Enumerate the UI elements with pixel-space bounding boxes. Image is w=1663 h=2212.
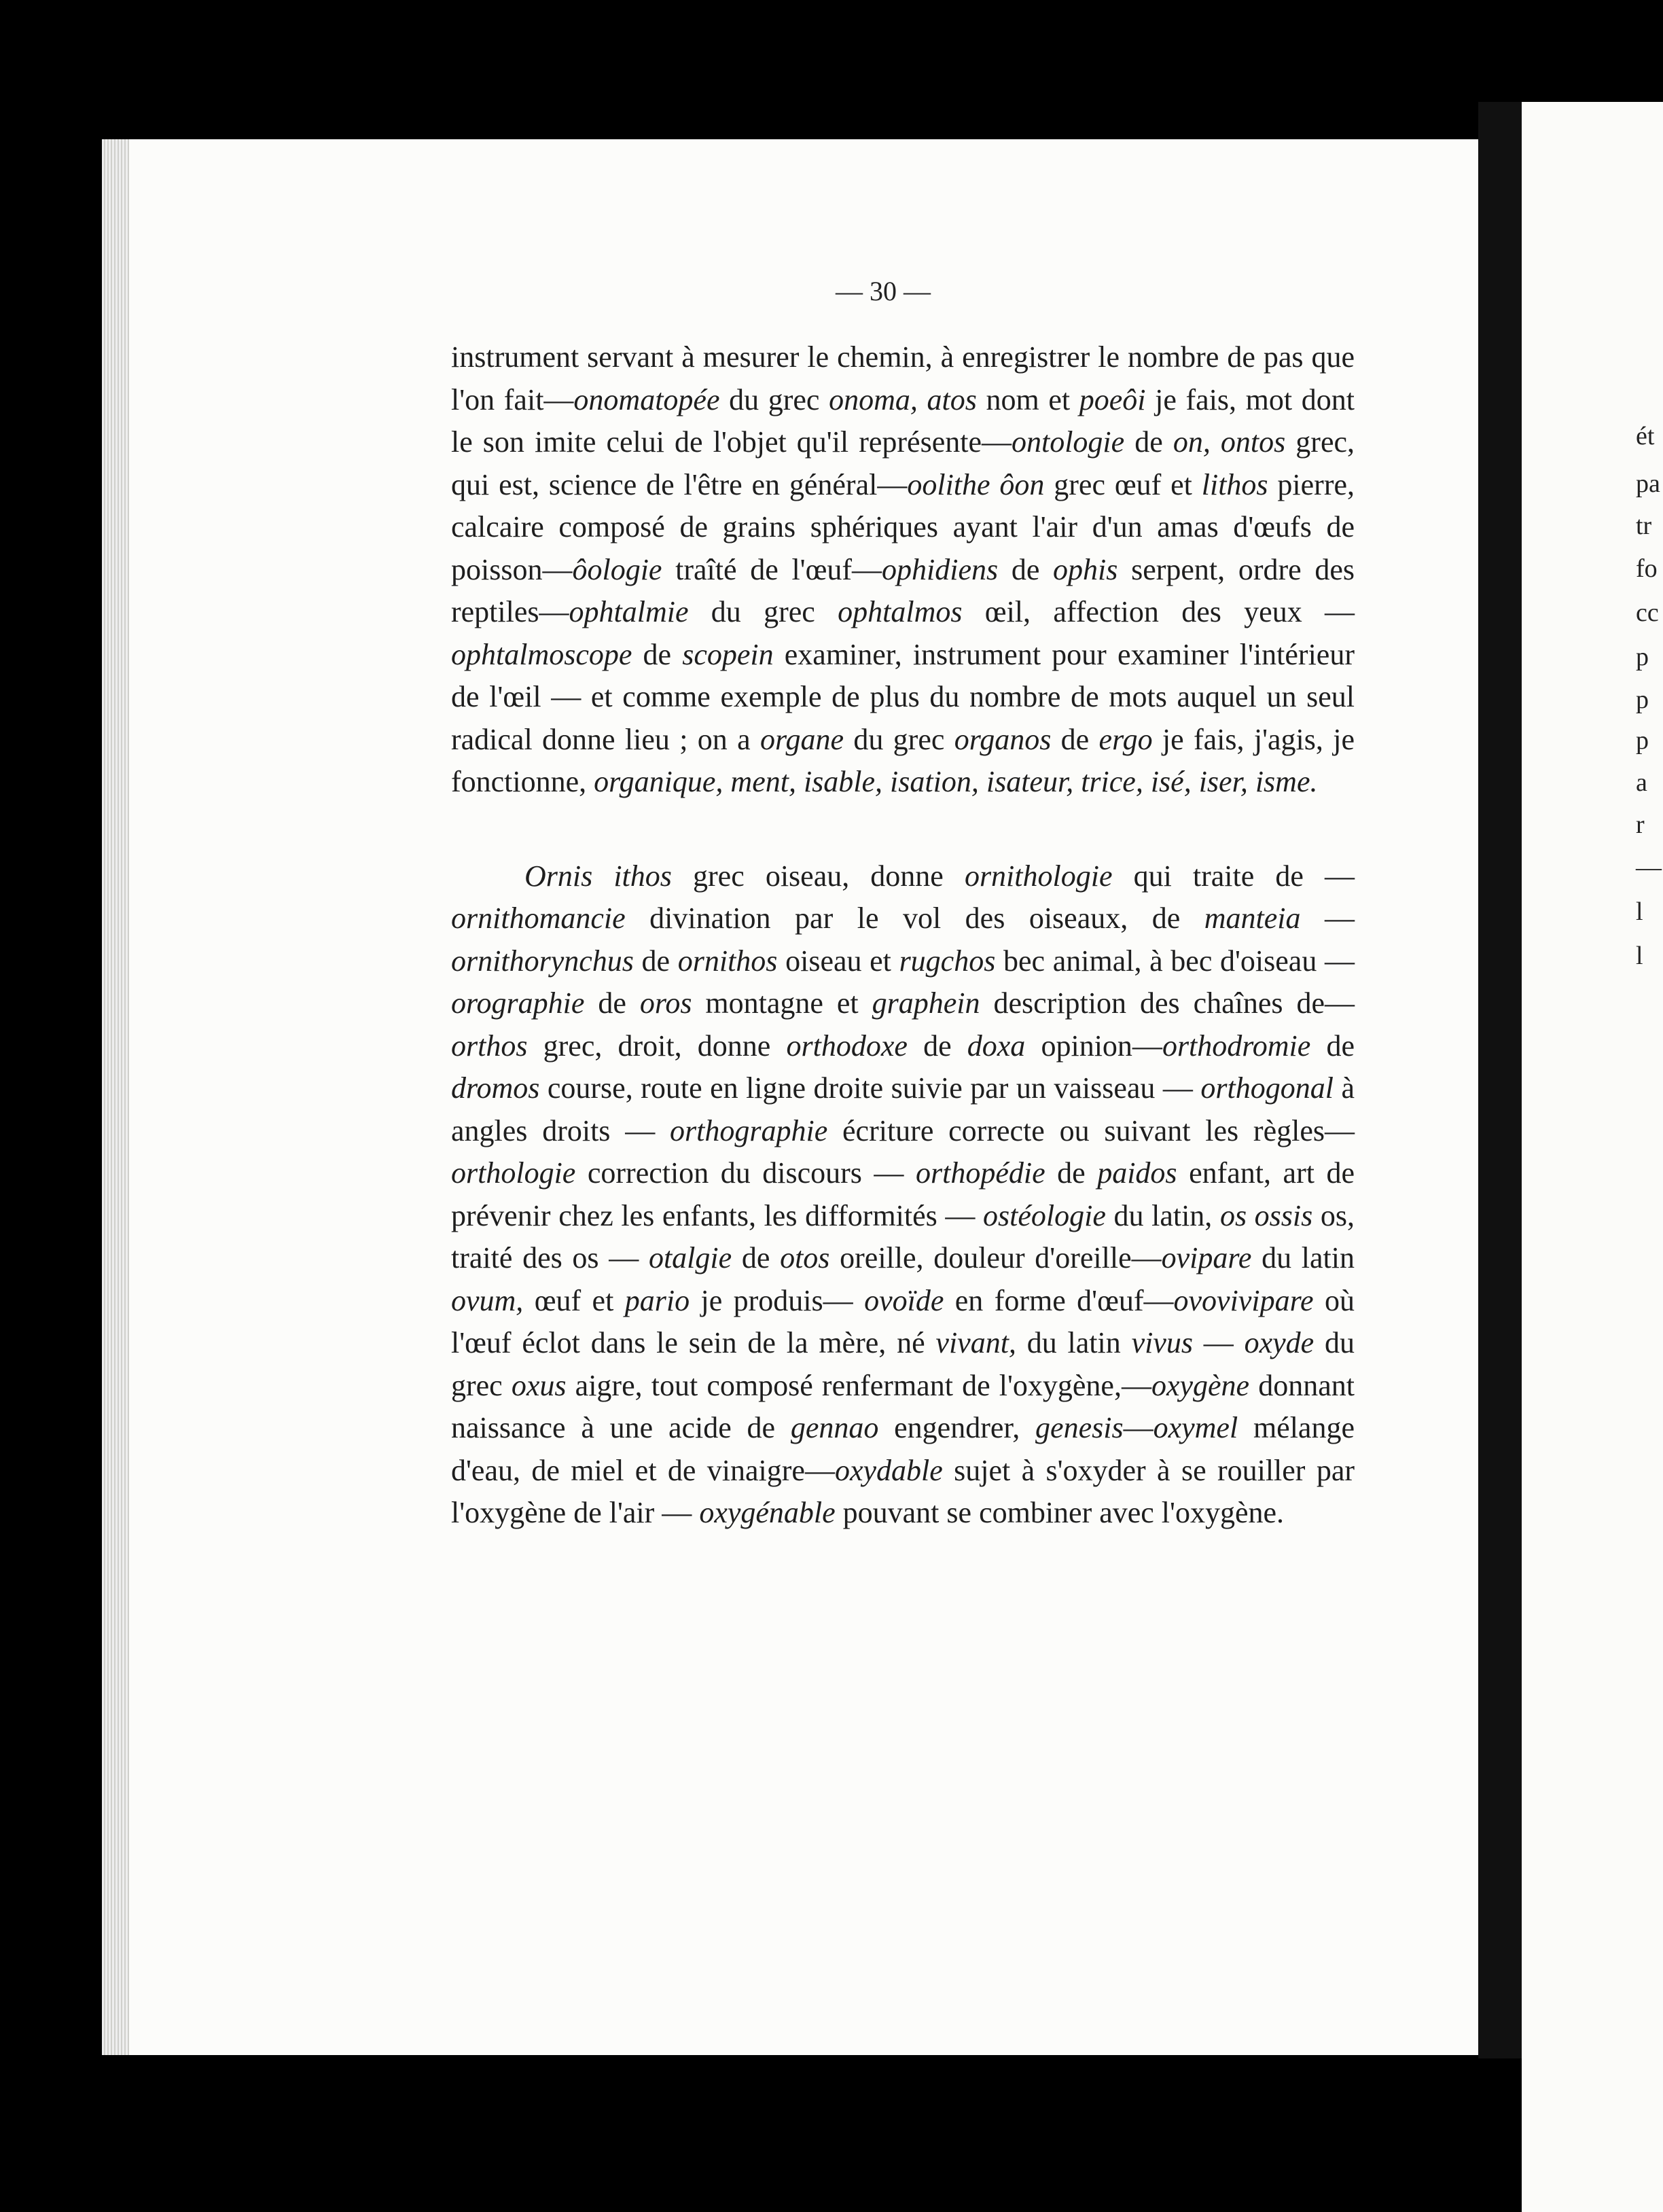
- italic-term: orthodoxe: [786, 1029, 908, 1063]
- italic-term: Ornis ithos: [524, 859, 672, 893]
- paragraph-1: [451, 336, 1355, 804]
- text-run: du grec: [844, 722, 954, 756]
- page-stack-edge: [102, 139, 129, 2055]
- text-run: de: [1124, 425, 1173, 459]
- italic-term: genesis: [1035, 1411, 1124, 1444]
- italic-term: ophtalmie: [569, 595, 689, 628]
- italic-term: ostéologie: [983, 1198, 1106, 1232]
- text-run: de: [907, 1029, 967, 1063]
- text-run: divination par le vol des oiseaux, de: [625, 902, 1204, 935]
- italic-term: gennao: [790, 1411, 879, 1444]
- paragraph-2: [451, 855, 1355, 1535]
- text-run: du latin: [1251, 1241, 1355, 1274]
- text-run: —: [543, 382, 574, 416]
- text-run: serpent, ordre des reptiles—: [451, 552, 1355, 628]
- right-page-fragment: p: [1636, 685, 1649, 714]
- body-text: [451, 336, 1355, 1535]
- right-page-fragment: tr: [1636, 512, 1652, 540]
- italic-term: onoma, atos: [829, 382, 977, 416]
- text-run: de: [633, 944, 678, 978]
- italic-term: oxymel: [1153, 1411, 1238, 1444]
- italic-term: poeôi: [1079, 382, 1146, 416]
- italic-term: ornithorynchus: [451, 944, 634, 978]
- text-run: grec, qui est, science de l'être en général—: [451, 425, 1355, 501]
- text-run: donnant naissance à une acide de: [451, 1368, 1355, 1444]
- italic-term: doxa: [967, 1029, 1026, 1063]
- italic-term: ovipare: [1161, 1241, 1252, 1274]
- italic-term: orthopédie: [915, 1156, 1045, 1190]
- text-run: mélange d'eau, de miel et de vinaigre—: [451, 1411, 1355, 1487]
- text-run: de: [584, 986, 640, 1020]
- italic-term: oxus: [511, 1368, 567, 1402]
- italic-term: paidos: [1097, 1156, 1177, 1190]
- italic-term: ôologie: [572, 552, 662, 586]
- text-run: [990, 468, 1000, 501]
- text-run: sujet à s'oxyder à se rouiller par l'oxygène de l'air —: [451, 1453, 1355, 1529]
- text-run: du grec: [451, 1326, 1355, 1402]
- text-run: en forme d'œuf—: [944, 1283, 1174, 1317]
- italic-term: oxygène: [1151, 1368, 1250, 1402]
- italic-term: orographie: [451, 986, 585, 1020]
- italic-term: ovovivipare: [1173, 1283, 1314, 1317]
- text-run: grec oiseau, donne: [671, 859, 965, 893]
- italic-term: vivus: [1131, 1326, 1193, 1359]
- text-run: montagne et: [692, 986, 872, 1020]
- text-run: de: [632, 637, 683, 671]
- italic-term: on, ontos: [1173, 425, 1286, 459]
- italic-term: ophtalmos: [838, 595, 963, 628]
- italic-term: dromos: [451, 1071, 540, 1105]
- italic-term: onomatopée: [573, 382, 720, 416]
- text-run: instrument servant à mesurer le chemin, à enregistrer le nombre de pas que l'on fait: [451, 340, 1355, 416]
- italic-term: ophis: [1053, 552, 1118, 586]
- italic-term: vivant,: [935, 1326, 1016, 1359]
- italic-term: pario: [624, 1283, 690, 1317]
- italic-term: organe: [759, 722, 844, 756]
- italic-term: rugchos: [899, 944, 996, 978]
- italic-term: orthogonal: [1200, 1071, 1334, 1105]
- text-run: de: [998, 552, 1054, 586]
- italic-term: organique, ment, isable, isation, isateur, trice, isé, iser, isme.: [594, 765, 1318, 798]
- text-run: pouvant se combiner avec l'oxygène.: [835, 1496, 1285, 1529]
- italic-term: os ossis: [1219, 1198, 1313, 1232]
- text-run: œil, affection des yeux —: [962, 595, 1355, 628]
- text-run: qui traite de —: [1112, 859, 1355, 893]
- italic-term: oxydable: [834, 1453, 943, 1487]
- text-run: description des chaînes de—: [980, 986, 1355, 1020]
- text-run: pierre, calcaire composé de grains sphériques ayant l'air d'un amas d'œufs de poisson—: [451, 467, 1355, 586]
- italic-term: graphein: [872, 986, 980, 1020]
- italic-term: ergo: [1098, 722, 1153, 756]
- italic-term: oolithe: [907, 467, 990, 501]
- right-page-fragment: —: [1636, 853, 1662, 882]
- text-run: —: [1300, 902, 1355, 935]
- italic-term: ophidiens: [882, 552, 999, 586]
- text-run: de: [732, 1241, 781, 1274]
- text-run: écriture correcte ou suivant les règles—: [827, 1113, 1355, 1147]
- text-run: de: [1310, 1029, 1355, 1063]
- text-run: course, route en ligne droite suivie par un vaisseau —: [539, 1071, 1201, 1105]
- text-run: grec œuf et: [1044, 467, 1202, 501]
- right-page-fragment: l: [1636, 942, 1643, 970]
- text-run: nom et: [976, 382, 1079, 416]
- text-run: du latin: [1016, 1326, 1132, 1359]
- italic-term: scopein: [682, 637, 774, 671]
- text-run: je fais, mot dont le son imite celui de l'objet qu'il représente—: [451, 382, 1355, 459]
- text-run: traîté de l'œuf—: [662, 552, 882, 586]
- text-run: de: [1051, 722, 1099, 756]
- text-run: oreille, douleur d'oreille—: [829, 1241, 1162, 1274]
- text-run: examiner, instrument pour examiner l'intérieur de l'œil — et comme exemple de plus du nombre de mots auquel un seul radical donne lieu ; on a: [451, 637, 1355, 756]
- right-page-fragment: a: [1636, 768, 1647, 797]
- italic-term: ovum,: [451, 1283, 524, 1317]
- right-page-fragment: cc: [1636, 599, 1659, 627]
- italic-term: ontologie: [1011, 425, 1125, 459]
- text-run: de: [1045, 1156, 1098, 1190]
- text-run: à angles droits —: [451, 1071, 1355, 1147]
- text-run: engendrer,: [878, 1411, 1036, 1444]
- text-run: bec animal, à bec d'oiseau —: [995, 944, 1355, 978]
- italic-term: ophtalmoscope: [451, 637, 632, 671]
- book-gutter: [1478, 102, 1526, 2058]
- italic-term: ôon: [999, 467, 1045, 501]
- italic-term: organos: [954, 722, 1052, 756]
- text-run: je fais, j'agis, je fonctionne,: [451, 722, 1355, 798]
- italic-term: orthologie: [451, 1156, 576, 1190]
- text-run: je produis—: [690, 1283, 865, 1317]
- italic-term: orthographie: [670, 1113, 828, 1147]
- right-page-fragment: fo: [1636, 554, 1658, 583]
- italic-term: otos: [780, 1241, 830, 1274]
- italic-term: otalgie: [648, 1241, 732, 1274]
- text-run: opinion—: [1025, 1029, 1162, 1063]
- text-run: du grec: [719, 382, 829, 416]
- text-run: oiseau et: [777, 944, 899, 978]
- right-page-fragment: p: [1636, 726, 1649, 755]
- italic-term: ornithomancie: [451, 902, 626, 935]
- text-run: du latin,: [1105, 1198, 1220, 1232]
- italic-term: oxygénable: [699, 1496, 836, 1529]
- italic-term: manteia: [1204, 902, 1301, 935]
- text-run: où l'œuf éclot dans le sein de la mère, né: [451, 1283, 1355, 1359]
- page-number: — 30 —: [836, 276, 931, 306]
- italic-term: ornithos: [677, 944, 778, 978]
- text-run: du grec: [688, 595, 838, 628]
- text-run: œuf et: [523, 1283, 625, 1317]
- right-page: [1522, 102, 1663, 2212]
- text-run: aigre, tout composé renfermant de l'oxygène,—: [566, 1368, 1151, 1402]
- text-run: correction du discours —: [575, 1156, 916, 1190]
- text-run: grec, droit, donne: [527, 1029, 787, 1063]
- italic-term: orthos: [451, 1029, 528, 1063]
- text-run: —: [1192, 1326, 1245, 1359]
- right-page-fragment: p: [1636, 643, 1649, 671]
- italic-term: ovoïde: [864, 1283, 944, 1317]
- text-run: —: [1123, 1411, 1154, 1444]
- text-run: enfant, art de prévenir chez les enfants, les difformités —: [451, 1156, 1355, 1232]
- right-page-fragment: ét: [1636, 422, 1655, 450]
- italic-term: oxyde: [1244, 1326, 1315, 1359]
- italic-term: orthodromie: [1162, 1029, 1311, 1063]
- right-page-fragment: r: [1636, 810, 1645, 839]
- italic-term: oros: [639, 986, 692, 1020]
- right-page-fragment: pa: [1636, 469, 1660, 498]
- italic-term: lithos: [1201, 467, 1268, 501]
- italic-term: ornithologie: [964, 859, 1113, 893]
- text-run: os, traité des os —: [451, 1198, 1355, 1274]
- right-page-fragment: l: [1636, 897, 1643, 926]
